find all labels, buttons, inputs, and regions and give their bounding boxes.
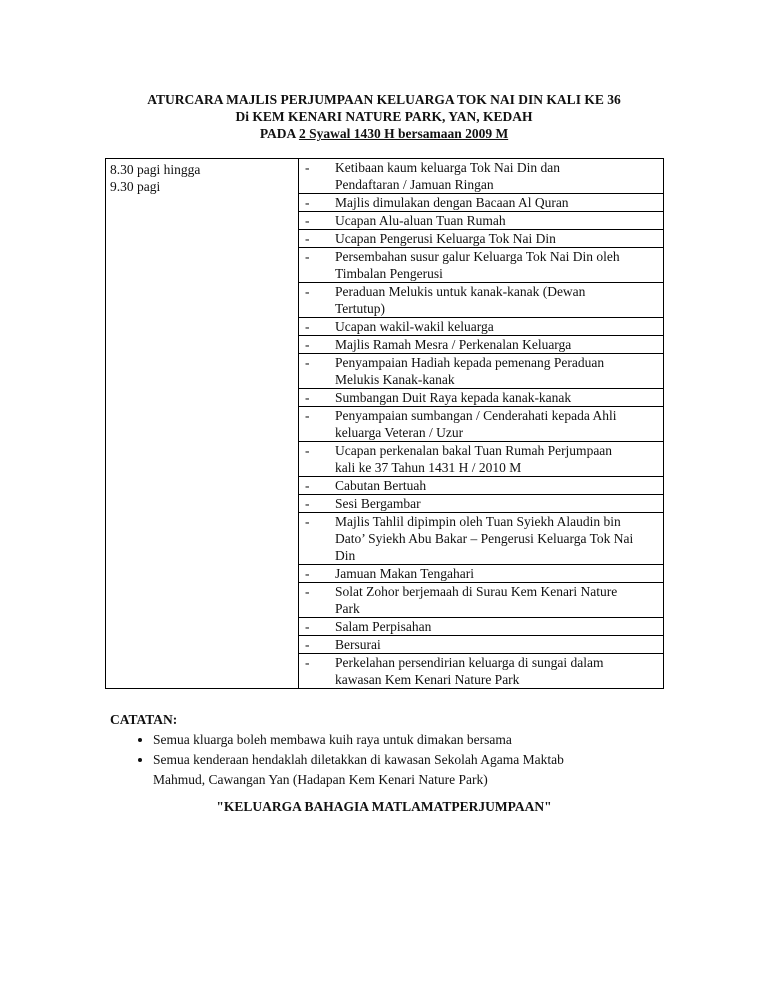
item-text (335, 283, 661, 317)
item-dash: - (305, 160, 310, 175)
item-dash: - (305, 478, 310, 493)
schedule-item (299, 618, 663, 636)
item-line: Bersurai (335, 637, 381, 652)
item-text (335, 194, 661, 211)
item-text (335, 389, 661, 406)
header-title: ATURCARA MAJLIS PERJUMPAAN KELUARGA TOK NAI DIN KALI KE 36 (147, 92, 621, 107)
header-location: Di KEM KENARI NATURE PARK, YAN, KEDAH (235, 109, 533, 124)
item-text (335, 230, 661, 247)
item-dash: - (305, 319, 310, 334)
item-text (335, 513, 661, 564)
item-line: Sesi Bergambar (335, 496, 421, 511)
item-text (335, 248, 661, 282)
notes-list (110, 730, 670, 790)
item-dash: - (305, 284, 310, 299)
item-line: Tertutup) (335, 301, 386, 316)
schedule-item (299, 212, 663, 230)
schedule-item (299, 194, 663, 212)
item-text (335, 336, 661, 353)
notes-section (110, 710, 670, 790)
note-line: • Semua kluarga boleh membawa kuih raya untuk dimakan bersama (153, 732, 512, 747)
item-dash: - (305, 408, 310, 423)
item-line: Peraduan Melukis untuk kanak-kanak (Dewan (335, 284, 586, 299)
item-dash: - (305, 655, 310, 670)
item-text (335, 618, 661, 635)
schedule-item (299, 389, 663, 407)
schedule-table (105, 158, 664, 689)
motto: "KELUARGA BAHAGIA MATLAMATPERJUMPAAN" (216, 799, 552, 814)
item-line: Cabutan Bertuah (335, 478, 427, 493)
item-dash: - (305, 231, 310, 246)
header-date-prefix: PADA (259, 126, 299, 141)
item-text (335, 318, 661, 335)
item-text (335, 477, 661, 494)
schedule-item (299, 513, 663, 565)
item-line: Sumbangan Duit Raya kepada kanak-kanak (335, 390, 572, 405)
item-line: Ucapan perkenalan bakal Tuan Rumah Perjumpaan (335, 443, 613, 458)
item-text (335, 212, 661, 229)
item-dash: - (305, 213, 310, 228)
item-text (335, 442, 661, 476)
item-text (335, 565, 661, 582)
item-line: Dato’ Syiekh Abu Bakar – Pengerusi Keluarga Tok Nai (335, 531, 634, 546)
schedule-item (299, 565, 663, 583)
notes-title: CATATAN: (110, 712, 178, 727)
item-line: Jamuan Makan Tengahari (335, 566, 475, 581)
schedule-item (299, 159, 663, 194)
item-text (335, 654, 661, 688)
item-dash: - (305, 249, 310, 264)
note-item (153, 730, 670, 750)
item-line: kali ke 37 Tahun 1431 H / 2010 M (335, 460, 522, 475)
schedule-item (299, 318, 663, 336)
schedule-item (299, 248, 663, 283)
header-date-line (0, 125, 768, 142)
item-line: Din (335, 548, 356, 563)
item-line: Penyampaian Hadiah kepada pemenang Peraduan (335, 355, 605, 370)
item-line: Majlis Ramah Mesra / Perkenalan Keluarga (335, 337, 572, 352)
schedule-item (299, 283, 663, 318)
item-text (335, 159, 661, 193)
item-line: Majlis dimulakan dengan Bacaan Al Quran (335, 195, 569, 210)
document-header (0, 91, 768, 142)
schedule-item (299, 336, 663, 354)
time-end: 9.30 pagi (110, 179, 161, 194)
item-line: Ucapan Alu-aluan Tuan Rumah (335, 213, 506, 228)
item-line: Timbalan Pengerusi (335, 266, 443, 281)
item-line: Majlis Tahlil dipimpin oleh Tuan Syiekh Alaudin bin (335, 514, 621, 529)
time-start: 8.30 pagi hingga (110, 162, 201, 177)
schedule-item (299, 230, 663, 248)
note-line: • Semua kenderaan hendaklah diletakkan di kawasan Sekolah Agama Maktab (153, 752, 564, 767)
item-line: keluarga Veteran / Uzur (335, 425, 464, 440)
item-dash: - (305, 584, 310, 599)
item-line: Park (335, 601, 360, 616)
note-item (153, 750, 670, 790)
item-line: Melukis Kanak-kanak (335, 372, 455, 387)
item-line: Persembahan susur galur Keluarga Tok Nai Din oleh (335, 249, 620, 264)
item-dash: - (305, 390, 310, 405)
item-line: Solat Zohor berjemaah di Surau Kem Kenari Nature (335, 584, 618, 599)
item-dash: - (305, 337, 310, 352)
item-text (335, 407, 661, 441)
note-line: Mahmud, Cawangan Yan (Hadapan Kem Kenari Nature Park) (153, 772, 488, 787)
item-dash: - (305, 637, 310, 652)
schedule-item (299, 407, 663, 442)
item-text (335, 636, 661, 653)
schedule-activities-cell (299, 159, 664, 689)
header-date: 2 Syawal 1430 H bersamaan 2009 M (298, 126, 509, 141)
item-dash: - (305, 514, 310, 529)
item-line: Ucapan wakil-wakil keluarga (335, 319, 494, 334)
schedule-item (299, 636, 663, 654)
schedule-time-cell (106, 159, 299, 689)
item-line: Pendaftaran / Jamuan Ringan (335, 177, 494, 192)
item-text (335, 583, 661, 617)
item-line: kawasan Kem Kenari Nature Park (335, 672, 520, 687)
item-dash: - (305, 355, 310, 370)
item-text (335, 495, 661, 512)
item-line: Ketibaan kaum keluarga Tok Nai Din dan (335, 160, 560, 175)
item-text (335, 354, 661, 388)
item-dash: - (305, 566, 310, 581)
item-line: Ucapan Pengerusi Keluarga Tok Nai Din (335, 231, 556, 246)
schedule-item (299, 495, 663, 513)
item-dash: - (305, 496, 310, 511)
item-dash: - (305, 443, 310, 458)
schedule-item (299, 477, 663, 495)
item-line: Penyampaian sumbangan / Cenderahati kepada Ahli (335, 408, 617, 423)
schedule-item (299, 442, 663, 477)
schedule-item (299, 583, 663, 618)
item-line: Perkelahan persendirian keluarga di sungai dalam (335, 655, 604, 670)
schedule-item (299, 354, 663, 389)
schedule-item (299, 654, 663, 688)
item-line: Salam Perpisahan (335, 619, 432, 634)
item-dash: - (305, 195, 310, 210)
item-dash: - (305, 619, 310, 634)
